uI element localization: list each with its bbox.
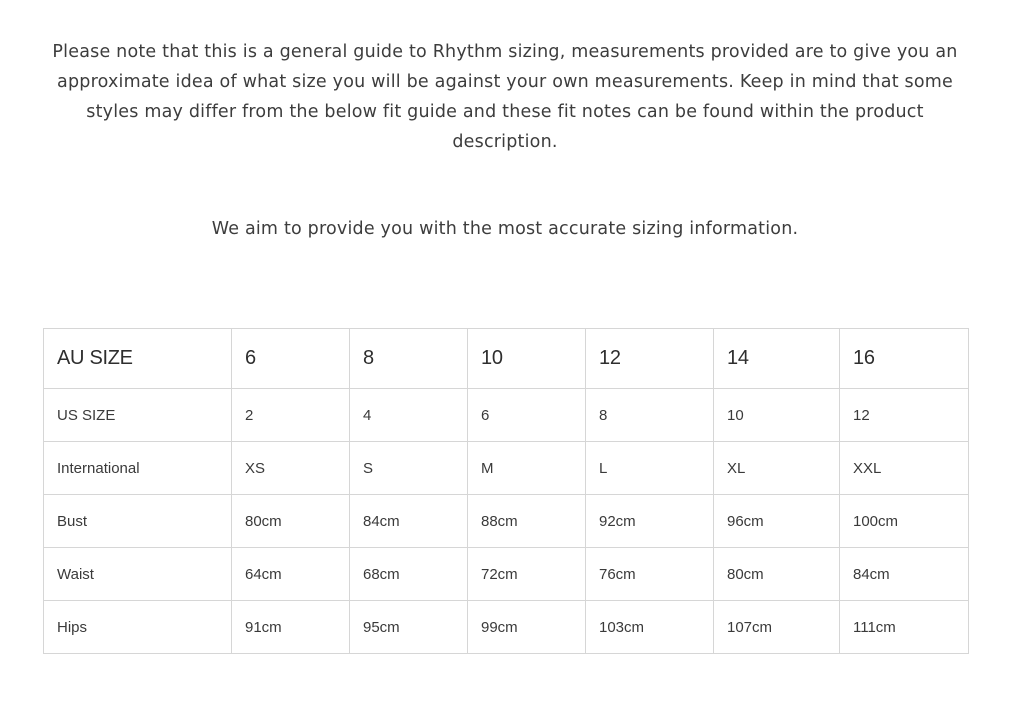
row-label: Bust [44,495,232,548]
table-cell: 68cm [350,548,468,601]
table-cell: 100cm [840,495,969,548]
header-cell: 12 [586,329,714,389]
table-cell: 76cm [586,548,714,601]
table-cell: 88cm [468,495,586,548]
header-cell: 14 [714,329,840,389]
table-row-international [44,442,969,495]
size-chart-table [43,328,969,654]
header-cell: 6 [232,329,350,389]
table-cell: 91cm [232,601,350,654]
row-label: International [44,442,232,495]
table-cell: 92cm [586,495,714,548]
table-cell: 10 [714,389,840,442]
table-cell: 107cm [714,601,840,654]
table-cell: 84cm [350,495,468,548]
table-row-hips [44,601,969,654]
table-cell: XL [714,442,840,495]
table-cell: L [586,442,714,495]
table-cell: 8 [586,389,714,442]
table-cell: 96cm [714,495,840,548]
table-cell: S [350,442,468,495]
table-cell: 72cm [468,548,586,601]
table-cell: 99cm [468,601,586,654]
table-cell: 4 [350,389,468,442]
table-cell: XXL [840,442,969,495]
table-cell: 12 [840,389,969,442]
table-header-row [44,329,969,389]
table-row-us-size [44,389,969,442]
table-cell: 84cm [840,548,969,601]
header-cell-au-size: AU SIZE [44,329,232,389]
table-cell: 111cm [840,601,969,654]
table-cell: 80cm [714,548,840,601]
table-cell: 95cm [350,601,468,654]
table-row-waist [44,548,969,601]
row-label: US SIZE [44,389,232,442]
row-label: Waist [44,548,232,601]
table-cell: M [468,442,586,495]
accuracy-note: We aim to provide you with the most accurate sizing information. [211,219,799,239]
header-cell: 10 [468,329,586,389]
header-cell: 16 [840,329,969,389]
table-cell: XS [232,442,350,495]
table-cell: 6 [468,389,586,442]
table-cell: 80cm [232,495,350,548]
table-cell: 2 [232,389,350,442]
size-guide-intro-text: Please note that this is a general guide to Rhythm sizing, measurements provided are to give you an approximate idea of what size you will be against your own measurements. Keep in mind that some styles may differ from the below fit guide and these fit notes can be found within the product description. [52,42,958,152]
table-cell: 64cm [232,548,350,601]
table-cell: 103cm [586,601,714,654]
row-label: Hips [44,601,232,654]
header-cell: 8 [350,329,468,389]
table-row-bust [44,495,969,548]
